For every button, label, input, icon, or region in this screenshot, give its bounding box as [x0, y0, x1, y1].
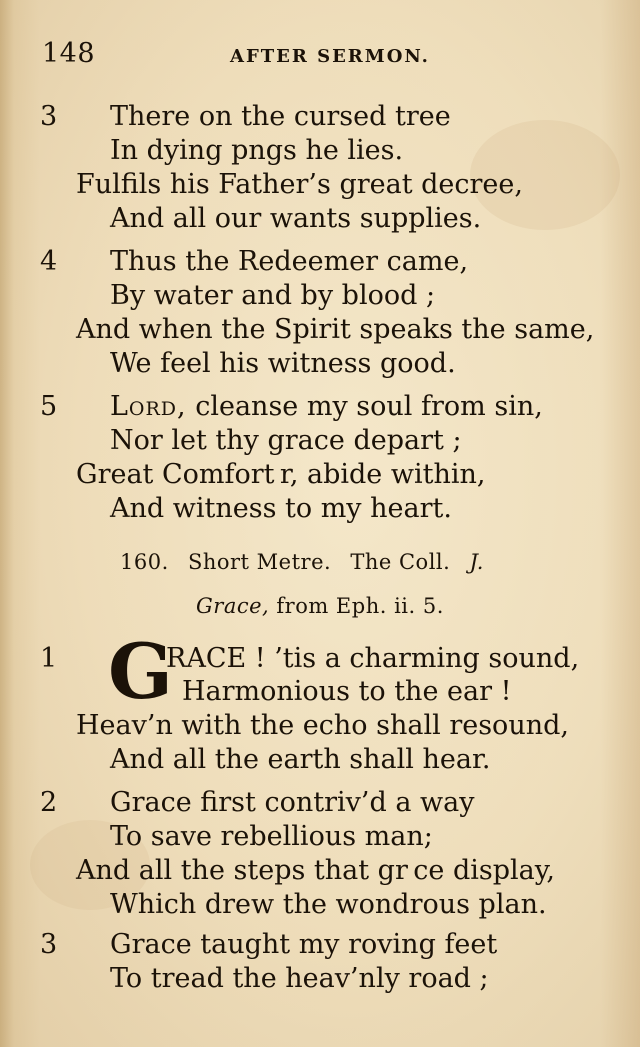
verse-line: And all the earth shall hear. — [110, 744, 491, 775]
verse-line: There on the cursed tree — [110, 101, 451, 132]
hymn-number: 160. — [120, 550, 169, 574]
verse-line: To tread the heav’nly road ; — [110, 963, 489, 994]
hymn-tune: The Coll. — [350, 550, 451, 574]
lord-smallcaps: Lord, — [110, 391, 187, 422]
verse-line: Great Comfort r, abide within, — [76, 459, 486, 490]
verse-line: And witness to my heart. — [110, 493, 452, 524]
verse-line: Harmonious to the ear ! — [182, 676, 512, 707]
verse-line: And when the Spirit speaks the same, — [76, 314, 595, 345]
hymn-metre: Short Metre. — [187, 550, 332, 574]
verse-number: 3 — [40, 101, 58, 132]
verse-number: 3 — [40, 929, 58, 960]
verse-number: 2 — [40, 787, 58, 818]
hymn-heading — [120, 548, 484, 576]
running-head: AFTER SERMON. — [230, 46, 430, 67]
hymn-author: J. — [469, 550, 484, 574]
hymn-subtitle-rest: from Eph. ii. 5. — [276, 594, 444, 618]
hymn-subtitle — [196, 592, 444, 620]
verse-line: Grace taught my roving feet — [110, 929, 498, 960]
page-number: 148 — [42, 38, 96, 69]
verse-line: In dying p⁠ngs he lies. — [110, 135, 404, 166]
hymn-subtitle-italic: Grace, — [196, 594, 270, 618]
verse-line: And all our wants supplies. — [110, 203, 482, 234]
verse-line: To save rebellious man; — [110, 821, 433, 852]
verse-line: Nor let thy grace depart ; — [110, 425, 462, 456]
verse-line-rest: cleanse my soul from sin, — [186, 391, 543, 422]
page-header — [0, 38, 640, 78]
verse-line: Fulfils his Father’s great decree, — [76, 169, 523, 200]
verse-line: And all the steps that gr ce display, — [76, 855, 555, 886]
verse-line: RACE ! ’tis a charming sound, — [166, 643, 580, 674]
verse-number: 5 — [40, 391, 58, 422]
verse-line: By water and by blood ; — [110, 280, 436, 311]
verse-line: Heav’n with the echo shall resound, — [76, 710, 569, 741]
verse-line: We feel his witness good. — [110, 348, 456, 379]
verse-line: Thus the Redeemer came, — [110, 246, 469, 277]
verse-line: Grace first contriv’d a way — [110, 787, 475, 818]
verse-number: 4 — [40, 246, 58, 277]
verse-number: 1 — [40, 643, 58, 674]
verse-line — [110, 390, 543, 424]
drop-cap: G — [108, 627, 173, 716]
verse-line: Which drew the wondrous plan. — [110, 889, 547, 920]
